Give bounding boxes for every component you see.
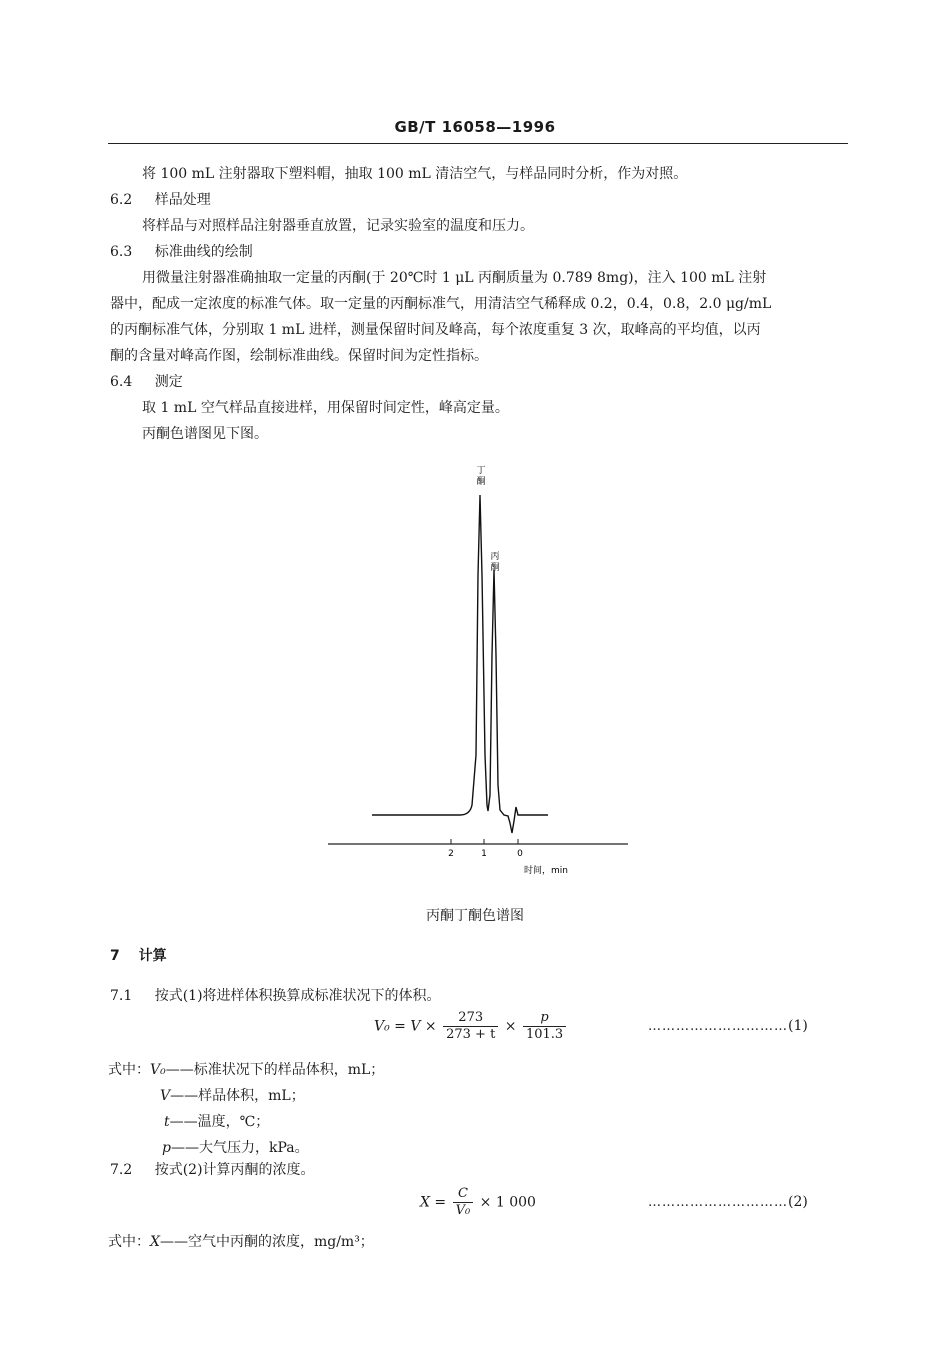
section-text: 按式(1)将进样体积换算成标准状况下的体积。: [154, 988, 441, 1004]
where-prefix: 式中：: [108, 1062, 150, 1078]
para-line: 酮的含量对峰高作图，绘制标准曲线。保留时间为定性指标。: [110, 348, 488, 364]
definition-row: p——大气压力，kPa。: [162, 1140, 309, 1156]
section-7-1: [110, 983, 848, 1009]
para-line: 器中，配成一定浓度的标准气体。取一定量的丙酮标准气，用清洁空气稀释成 0.2，0.4，0.8，2.0 μg/mL: [110, 296, 772, 312]
frac-denominator: V₀: [455, 1203, 471, 1218]
section-number: 7.2: [110, 1162, 133, 1178]
equation-2-number: [648, 1194, 808, 1210]
section-number: 6.3: [110, 244, 133, 260]
frac-numerator: C: [453, 1186, 474, 1203]
eq-fraction: [443, 1010, 498, 1043]
section-6-4-heading: [110, 369, 848, 395]
variable-desc: 样品体积，mL；: [198, 1088, 305, 1104]
section-number: 7.1: [110, 988, 133, 1004]
paragraph-standard-curve: [110, 265, 848, 369]
variable-desc: 空气中丙酮的浓度，mg/m³；: [187, 1234, 374, 1250]
para-text: 将 100 mL 注射器取下塑料帽，抽取 100 mL 清洁空气，与样品同时分析，作为对照。: [142, 166, 688, 182]
eq-lhs: V₀ = V ×: [374, 1018, 437, 1035]
eq-number: (1): [788, 1018, 808, 1034]
paragraph-measurement: [110, 395, 848, 447]
section-title: 标准曲线的绘制: [154, 244, 253, 260]
tick-label: 1: [481, 849, 487, 859]
paragraph-control: [110, 161, 848, 187]
variable-definitions-1: [108, 1057, 384, 1161]
definition-row: 式中：X——空气中丙酮的浓度，mg/m³；: [108, 1234, 374, 1250]
peak-label-butanone: 酮: [476, 477, 486, 487]
eq-rhs: × 1 000: [479, 1194, 536, 1211]
variable-desc: 标准状况下的样品体积，mL；: [193, 1062, 385, 1078]
frac-numerator: 273: [443, 1010, 498, 1027]
para-line: 用微量注射器准确抽取一定量的丙酮(于 20℃时 1 μL 丙酮质量为 0.789 8mg)，注入 100 mL 注射: [142, 270, 767, 286]
eq-fraction: [453, 1186, 474, 1219]
tick-label: 0: [517, 849, 523, 859]
equation-1: [374, 1010, 568, 1043]
variable-desc: 大气压力，kPa。: [198, 1140, 309, 1156]
variable-symbol: V₀: [150, 1062, 166, 1078]
chromatogram-figure: [320, 455, 640, 885]
section-6-2-heading: [110, 187, 848, 213]
variable-definitions-2: [108, 1229, 374, 1255]
para-text: 取 1 mL 空气样品直接进样，用保留时间定性，峰高定量。: [142, 400, 509, 416]
definition-row: V——样品体积，mL；: [160, 1088, 305, 1104]
section-6-3-heading: [110, 239, 848, 265]
frac-denominator: 273 + t: [446, 1027, 496, 1042]
eq-lhs: X =: [420, 1194, 447, 1211]
section-title: 样品处理: [154, 192, 211, 208]
section-number: 6.4: [110, 374, 133, 390]
leader-dots: …………………………: [648, 1019, 788, 1034]
section-title: 计算: [138, 948, 167, 964]
leader-dots: …………………………: [648, 1195, 788, 1210]
section-text: 按式(2)计算丙酮的浓度。: [154, 1162, 315, 1178]
section-7-2: [110, 1157, 848, 1183]
eq-number: (2): [788, 1194, 808, 1210]
para-line: 的丙酮标准气体，分别取 1 mL 进样，测量保留时间及峰高，每个浓度重复 3 次，取峰高的平均值，以丙: [110, 322, 761, 338]
standard-header: GB/T 16058—1996: [394, 118, 556, 136]
section-7-heading: [110, 943, 848, 969]
para-text: 将样品与对照样品注射器垂直放置，记录实验室的温度和压力。: [142, 218, 534, 234]
eq-fraction: [523, 1010, 566, 1043]
variable-symbol: X: [150, 1234, 160, 1250]
frac-numerator: p: [523, 1010, 566, 1027]
variable-desc: 温度，℃；: [197, 1114, 270, 1130]
variable-symbol: p: [162, 1140, 171, 1156]
variable-symbol: V: [160, 1088, 171, 1104]
eq-operator: ×: [504, 1018, 517, 1035]
header-rule: [108, 143, 848, 144]
figure-caption: 丙酮丁酮色谱图: [426, 908, 524, 924]
section-number: 7: [110, 948, 120, 964]
paragraph-sample-handling: [110, 213, 848, 239]
frac-denominator: 101.3: [525, 1027, 564, 1042]
peak-label-acetone: 丙: [490, 552, 500, 562]
peak-label-butanone: 丁: [476, 466, 486, 476]
axis-label: 时间，min: [524, 866, 568, 876]
section-number: 6.2: [110, 192, 133, 208]
definition-row: 式中：V₀——标准状况下的样品体积，mL；: [108, 1062, 385, 1078]
para-text: 丙酮色谱图见下图。: [142, 426, 268, 442]
chromatogram-trace: [372, 495, 548, 833]
equation-1-number: [648, 1018, 808, 1034]
section-title: 测定: [154, 374, 183, 390]
variable-symbol: t: [164, 1114, 170, 1130]
tick-label: 2: [448, 849, 454, 859]
definition-row: t——温度，℃；: [164, 1114, 270, 1130]
equation-2: [420, 1186, 536, 1219]
peak-label-acetone: 酮: [490, 563, 500, 573]
where-prefix: 式中：: [108, 1234, 150, 1250]
